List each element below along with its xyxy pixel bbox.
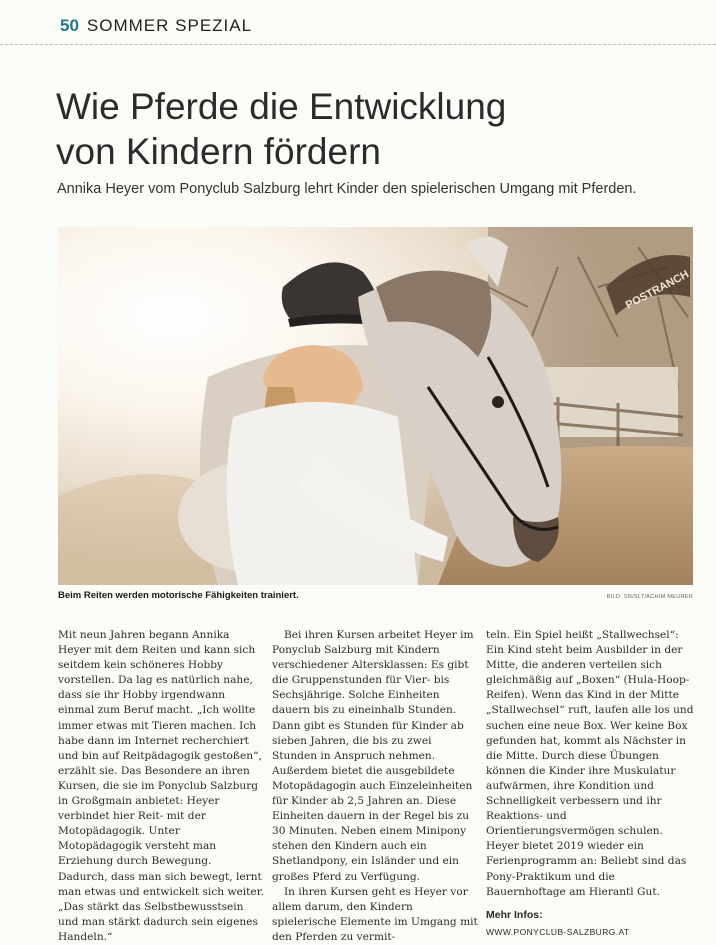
text-column-1	[58, 628, 264, 945]
more-info-heading: Mehr Infos:	[486, 908, 543, 921]
paragraph: In ihren Kursen geht es Heyer vor allem darum, den Kindern spielerische Elemente im Umgang mit den Pferden zu vermit-	[272, 885, 478, 943]
more-info-link[interactable]: WWW.PONYCLUB-SALZBURG.AT	[486, 926, 630, 937]
paragraph: teln. Ein Spiel heißt „Stallwechsel“: Ein Kind steht beim Ausbilder in der Mitte, die anderen verteilen sich gleichmäßig auf „Boxen“ (Hula-Hoop-Reifen). Wenn das Kind in der Mitte „Stallwechsel“ ruft, laufen alle los und suchen eine neue Box. Wer keine Box gefunden hat, kommt als Nächster in die Mitte. Durch diese Übungen können die Kinder ihre Muskulatur aufwärmen, ihre Kondition und Schnelligkeit verbessern und ihr Reaktions- und Orientierungsvermögen schulen. Heyer bietet 2019 wieder ein Ferienprogramm an: Beliebt sind das Pony-Praktikum und die Bauernhoftage am Hierantl Gut.	[486, 629, 694, 898]
text-column-3	[486, 628, 694, 940]
photo-credit: BILD: SN/SLT/ACHIM MEURER	[606, 594, 693, 600]
title-line-2: von Kindern fördern	[56, 131, 381, 172]
photo-caption: Beim Reiten werden motorische Fähigkeiten trainiert.	[58, 590, 299, 601]
title-line-1: Wie Pferde die Entwicklung	[56, 86, 507, 127]
page-number: 50	[60, 16, 79, 35]
article-title	[56, 84, 676, 174]
section-title: SOMMER SPEZIAL	[86, 16, 253, 35]
page-header	[60, 16, 252, 40]
ranch-sign-text: POSTRANCH	[623, 268, 691, 312]
paragraph: Bei ihren Kursen arbeitet Heyer im Ponyclub Salzburg mit Kindern verschiedener Altersklassen: Es gibt die Gruppenstunden für Vier- bis Sechsjährige. Solche Einheiten dauern bis zu eineinhalb Stunden. Dann gibt es Stunden für Kinder ab sieben Jahren, die bis zu zwei Stunden in Anspruch nehmen. Außerdem bietet die ausgebildete Motopädagogin auch Einzeleinheiten für Kinder ab 2,5 Jahren an. Diese Einheiten dauern in der Regel bis zu 30 Minuten. Neben einem Minipony stehen den Kindern auch ein Shetlandpony, ein Isländer und ein großes Pferd zu Verfügung.	[272, 629, 474, 883]
text-column-2	[272, 628, 478, 945]
article-photo	[58, 227, 693, 585]
photo-illustration	[58, 227, 693, 585]
paragraph: Mit neun Jahren begann Annika Heyer mit dem Reiten und kann sich seitdem kein schöneres Hobby vorstellen. Da lag es natürlich nahe, dass sie ihr Hobby irgendwann einmal zum Beruf macht. „Ich wollte immer etwas mit Tieren machen. Ich habe dann im Internet recherchiert und bin auf Reitpädagogik gestoßen“, erzählt sie. Das Besondere an ihren Kursen, die sie im Ponyclub Salzburg in Großgmain anbietet: Heyer verbindet hier Reit- mit der Motopädagogik. Unter Motopädagogik versteht man Erziehung durch Bewegung. Dadurch, dass man sich bewegt, lernt man etwas und entwickelt sich weiter. „Das stärkt das Selbstbewusstsein und man stärkt dadurch sein eigenes Handeln.“	[58, 629, 264, 943]
article-subtitle: Annika Heyer vom Ponyclub Salzburg lehrt Kinder den spielerischen Umgang mit Pferden.	[57, 181, 637, 197]
header-divider	[0, 44, 716, 45]
